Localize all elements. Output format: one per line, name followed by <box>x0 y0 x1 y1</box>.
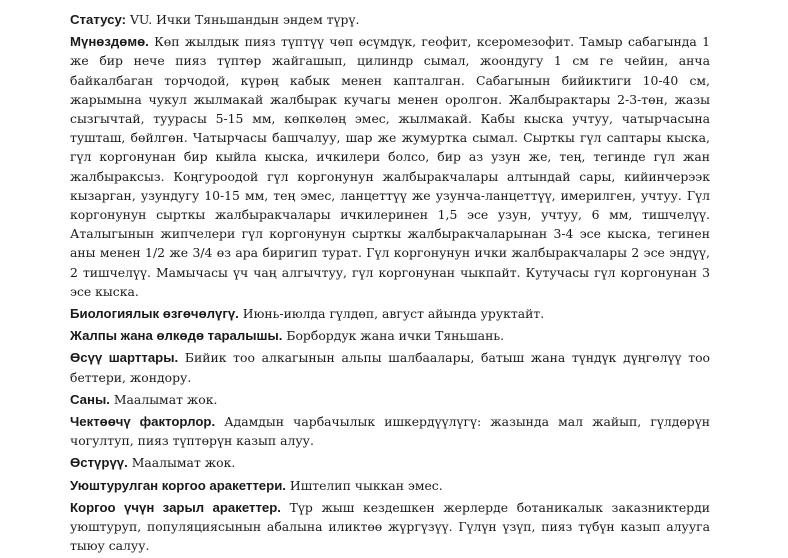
section-text: VU. Ички Тяньшандын эндем түрү. <box>126 12 360 27</box>
section-label: Коргоо үчүн зарыл аракеттер. <box>70 499 281 515</box>
document-page <box>70 10 710 558</box>
section-biology <box>70 304 710 323</box>
section-text: Июнь-июлда гүлдөп, август айында уруктайт. <box>238 306 545 322</box>
section-population <box>70 390 710 409</box>
section-label: Биологиялык өзгөчөлүгү. <box>70 306 239 322</box>
section-label: Чектөөчү факторлор. <box>70 414 216 430</box>
section-text: Адамдын чарбачылык ишкердүүлүгү: жазында мал жайып, гүлдөрүн чогултуп, пияз түптөрүн казып алуу. <box>70 414 710 449</box>
section-label: Мүнөздөмө. <box>70 34 149 50</box>
section-text: Түр жыш кездешкен жерлерде ботаникалык заказниктерди уюштуруп, популяциясынын абалына иликтөө жүргүзүү. Гүлүн үзүп, пияз түбүн казып алууга тыюу салуу. <box>70 499 710 554</box>
section-label: Уюштурулган коргоо аракеттери. <box>70 477 286 493</box>
section-label: Саны. <box>70 391 110 407</box>
section-protection-measures <box>70 476 710 495</box>
section-text: Бийик тоо алкагынын альпы шалбаалары, батыш жана түндүк дүңгөлүү тоо беттери, жондору. <box>70 350 710 385</box>
section-text: Маалымат жок. <box>109 391 218 407</box>
section-text: Көп жылдык пияз түптүү чөп өсүмдүк, геофит, ксеромезофит. Тамыр сабагында 1 же бир нече пияз түптөр жайгашып, цилиндр сымал, жоондугу 1 см ге чейин, анча байкалбаган торчодой, күрөң кабык менен капталган. Сабагынын бийиктиги 10-40 см, жарымына чукул жылмакай жалбырак кучагы менен оролгон. Жалбырактары 2-3-төн, жазы сызгычтай, туурасы 5-15 мм, көпкөлөң эмес, жылмакай. Кабы кыска учтуу, чатырчасына тушташ, бөйлгөн. Чатырчасы башчалуу, шар же жумуртка сымал. Сырткы гүл саптары кыска, гүл коргонунан бир кыйла кыска, ичкилери болсо, бир аз узун же, тең, тегинде гүл жан жалбыраксыз. Коңгуроодой гүл коргонунун жалбыракчалары алтындай сары, кийинчерээк кызарган, узундугу 10-15 мм, тең эмес, ланцеттүү же узунча-ланцеттүү, имерилген, учтуу. Гүл коргонунун сырткы жалбыракчалары ичкилеринен 1,5 эсе узун, учтуу, 6 мм, тишчелүү. Аталыгынын жипчелери гүл коргонунун сырткы жалбыракчаларынан 3-4 эсе кыска, тегинен аны менен 1/2 же 3/4 өз ара биригип турат. Гүл коргонунун ички жалбыракчалары 2 эсе эндүү, 2 тишчелүү. Мамычасы үч чаң алгычтуу, гүл коргонунан чыкпайт. Кутучасы гүл коргонунан 3 эсе кыска. <box>70 34 710 299</box>
section-cultivation <box>70 453 710 472</box>
section-text: Маалымат жок. <box>127 455 236 471</box>
section-label: Өсүү шарттары. <box>70 350 179 366</box>
section-description <box>70 32 710 301</box>
section-limiting-factors <box>70 412 710 450</box>
section-required-measures <box>70 498 710 556</box>
section-status <box>70 10 710 29</box>
section-distribution <box>70 326 710 345</box>
section-text: Иштелип чыккан эмес. <box>285 477 443 493</box>
section-label: Статусу: <box>70 12 126 27</box>
section-label: Өстүрүү. <box>70 455 128 471</box>
section-text: Борбордук жана ички Тяньшань. <box>282 328 505 344</box>
section-label: Жалпы жана өлкөдө таралышы. <box>70 328 283 344</box>
section-habitat <box>70 348 710 386</box>
